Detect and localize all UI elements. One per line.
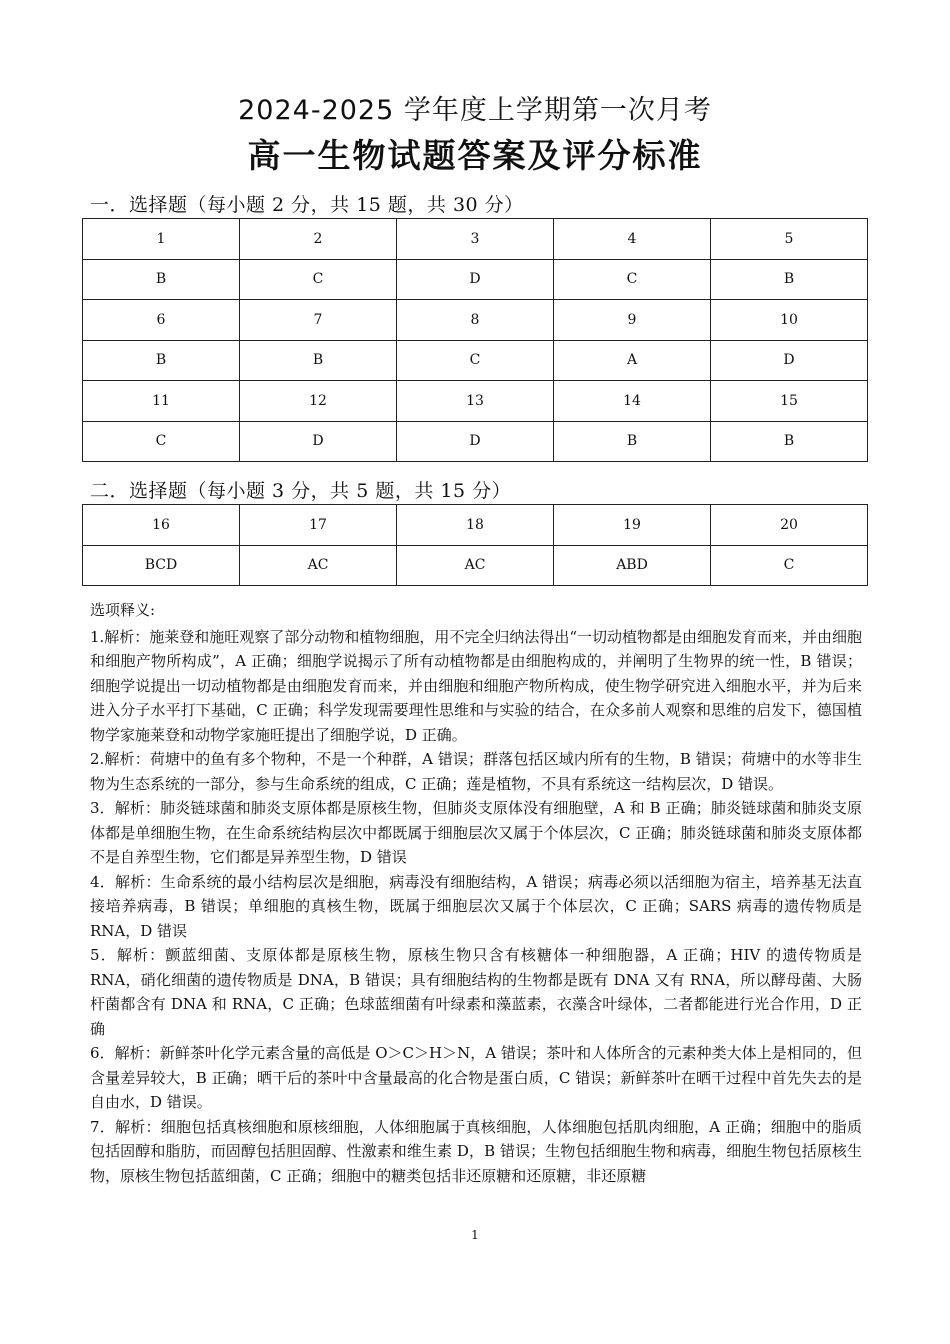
explanation-item: 5．解析：颤蓝细菌、支原体都是原核生物，原核生物只含有核糖体一种细胞器，A 正确；HIV 的遗传物质是 RNA，硝化细菌的遗传物质是 DNA，B 错误；具有细胞结构的生物都是既有 DNA 又有 RNA，所以酵母菌、大肠杆菌都含有 DNA 和 RNA，C 正确；色球蓝细菌有叶绿素和藻蓝素，衣藻含叶绿体，二者都能进行光合作用，D 正确 xyxy=(90,946,862,1038)
answer-cell: D xyxy=(397,259,554,300)
question-number: 15 xyxy=(711,381,868,422)
question-number: 3 xyxy=(397,219,554,260)
answer-cell: B xyxy=(83,340,240,381)
table-row xyxy=(83,340,868,381)
explanation-item: 2.解析：荷塘中的鱼有多个物种，不是一个种群，A 错误；群落包括区域内所有的生物，B 错误；荷塘中的水等非生物为生态系统的一部分，参与生命系统的组成，C 正确；莲是植物，不具有系统这一结构层次，D 错误。 xyxy=(90,750,862,793)
answer-table-section2 xyxy=(82,504,868,586)
question-number: 9 xyxy=(554,300,711,341)
answer-cell: D xyxy=(397,421,554,462)
section1-heading: 一．选择题（每小题 2 分，共 15 题，共 30 分） xyxy=(90,194,524,216)
answer-cell: C xyxy=(83,421,240,462)
answer-cell: C xyxy=(397,340,554,381)
answer-cell: B xyxy=(83,259,240,300)
question-number: 2 xyxy=(240,219,397,260)
answer-cell: D xyxy=(711,340,868,381)
explanation-item: 7．解析：细胞包括真核细胞和原核细胞，人体细胞属于真核细胞，人体细胞包括肌肉细胞，A 正确；细胞中的脂质包括固醇和脂肪，而固醇包括胆固醇、性激素和维生素 D，B 错误；生物包括细胞生物和病毒，细胞生物包括原核生物，原核生物包括蓝细菌，C 正确；细胞中的糖类包括非还原糖和还原糖，非还原糖 xyxy=(90,1117,862,1185)
answer-cell: D xyxy=(240,421,397,462)
question-number: 17 xyxy=(240,505,397,546)
question-number: 4 xyxy=(554,219,711,260)
question-number: 12 xyxy=(240,381,397,422)
explanations-label: 选项释义: xyxy=(90,601,156,619)
page-number: 1 xyxy=(471,1228,479,1242)
table-row xyxy=(83,219,868,260)
answer-cell: AC xyxy=(240,545,397,586)
table-row xyxy=(83,381,868,422)
question-number: 10 xyxy=(711,300,868,341)
question-number: 5 xyxy=(711,219,868,260)
question-number: 16 xyxy=(83,505,240,546)
explanation-item: 6．解析：新鲜茶叶化学元素含量的高低是 O＞C＞H＞N，A 错误；茶叶和人体所含的元素种类大体上是相同的，但含量差异较大，B 正确；晒干后的茶叶中含量最高的化合物是蛋白质，C 错误；新鲜茶叶在晒干过程中首先失去的是自由水，D 错误。 xyxy=(90,1044,862,1111)
answer-cell: B xyxy=(554,421,711,462)
explanation-item: 3．解析：肺炎链球菌和肺炎支原体都是原核生物，但肺炎支原体没有细胞壁，A 和 B 正确；肺炎链球菌和肺炎支原体都是单细胞生物，在生命系统结构层次中都既属于细胞层次又属于个体层次，C 正确；肺炎链球菌和肺炎支原体都不是自养型生物，它们都是异养型生物，D 错误 xyxy=(90,799,862,866)
answer-cell: A xyxy=(554,340,711,381)
question-number: 1 xyxy=(83,219,240,260)
explanations xyxy=(90,598,862,1188)
answer-cell: C xyxy=(711,545,868,586)
table-row xyxy=(83,300,868,341)
answer-cell: ABD xyxy=(554,545,711,586)
question-number: 19 xyxy=(554,505,711,546)
section2-heading: 二．选择题（每小题 3 分，共 5 题，共 15 分） xyxy=(90,480,512,502)
question-number: 6 xyxy=(83,300,240,341)
table-row xyxy=(83,545,868,586)
answer-cell: AC xyxy=(397,545,554,586)
answer-cell: B xyxy=(711,259,868,300)
answer-table-section1 xyxy=(82,218,868,462)
question-number: 18 xyxy=(397,505,554,546)
explanation-item: 4．解析：生命系统的最小结构层次是细胞，病毒没有细胞结构，A 错误；病毒必须以活细胞为宿主，培养基无法直接培养病毒，B 错误；单细胞的真核生物，既属于细胞层次又属于个体层次，C 正确；SARS 病毒的遗传物质是 RNA，D 错误 xyxy=(90,872,862,940)
answer-cell: BCD xyxy=(83,545,240,586)
question-number: 14 xyxy=(554,381,711,422)
answer-cell: C xyxy=(554,259,711,300)
exam-title: 2024-2025 学年度上学期第一次月考 xyxy=(238,95,712,126)
question-number: 13 xyxy=(397,381,554,422)
answer-cell: B xyxy=(240,340,397,381)
question-number: 7 xyxy=(240,300,397,341)
explanation-item: 1.解析：施莱登和施旺观察了部分动物和植物细胞，用不完全归纳法得出“一切动植物都是由细胞发育而来，并由细胞和细胞产物所构成”，A 正确；细胞学说揭示了所有动植物都是由细胞构成的，并阐明了生物界的统一性，B 错误；细胞学说提出一切动植物都是由细胞发育而来，并由细胞和细胞产物所构成，使生物学研究进入细胞水平，并为后来进入分子水平打下基础，C 正确；科学发现需要理性思维和与实验的结合，在众多前人观察和思维的启发下，德国植物学家施莱登和动物学家施旺提出了细胞学说，D 正确。 xyxy=(90,627,862,744)
question-number: 8 xyxy=(397,300,554,341)
answer-cell: C xyxy=(240,259,397,300)
table-row xyxy=(83,259,868,300)
question-number: 11 xyxy=(83,381,240,422)
table-row xyxy=(83,421,868,462)
document-title: 高一生物试题答案及评分标准 xyxy=(247,136,703,175)
answer-cell: B xyxy=(711,421,868,462)
table-row xyxy=(83,505,868,546)
question-number: 20 xyxy=(711,505,868,546)
